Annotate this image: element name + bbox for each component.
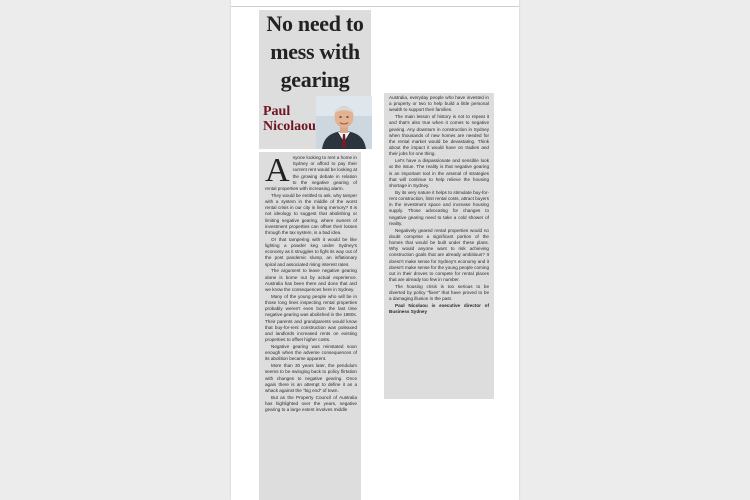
- body-paragraph: Australia, everyday people who have invested in a property or two to help build a little personal wealth to support their families.: [389, 95, 489, 113]
- article-headline: No need to mess with gearing: [266, 11, 364, 92]
- headline-panel: [259, 10, 371, 96]
- newspaper-page: [231, 0, 519, 500]
- drop-cap: A: [265, 152, 290, 189]
- lead-text: nyone looking to rent a home in Sydney or afford to pay their current rent would be looking at the growing debate in relation to the negative gearing of rental properties with increasing alarm.: [265, 155, 357, 192]
- body-paragraph: But as the Property Council of Australia has highlighted over the years, negative gearing to a large extent involves middle: [265, 394, 357, 413]
- body-paragraph: Negatively geared rental properties would no doubt comprise a significant portion of the homes that would be built under these plans. Why would anyone want to risk achieving construction goals that are already ambitious? It doesn't make sense for Sydney's economy and it doesn't make sense for the young people coming out in their droves to compete for rental places that are already too few in number.: [389, 227, 489, 283]
- body-paragraph: Or that tampering with it would be like lighting a powder keg under Sydney's economy as it struggles to fight its way out of the post pandemic slump, an inflationary spiral and associated rising interest rates.: [265, 236, 357, 267]
- author-photo: [316, 96, 372, 149]
- body-paragraph: The main lesson of history is not to repeat it and that's also true when it comes to negative gearing. Any downturn in construction in Sydney when thousands of new homes are needed for the rental market would be devastating. Think about the impact it would have on tradies and their jobs for one thing.: [389, 114, 489, 157]
- page-top-rule: [231, 6, 519, 7]
- author-name: Paul Nicolaou: [263, 104, 316, 134]
- author-signoff: Paul Nicolaou is executive director of Business Sydney: [389, 303, 489, 315]
- body-paragraph: Let's have a dispassionate and sensible look at the issue. The reality is that negative gearing is an important tool in the arsenal of strategies that will continue to help relieve the housing shortage in Sydney.: [389, 158, 489, 189]
- body-paragraph: The housing crisis is too serious to be diverted by policy "fixes" that have proved to be a damaging illusion in the past.: [389, 284, 489, 302]
- body-paragraph: Negative gearing was reinstated soon enough when the adverse consequences of its abolition became apparent.: [265, 344, 357, 362]
- body-paragraph: By its very nature it helps to stimulate buy-for-rent construction, limit rental costs, attract buyers in the investment space and increase housing supply. Those advocating for changes to negative gearing need to take a cold shower of reality.: [389, 189, 489, 226]
- lead-paragraph: [265, 152, 357, 192]
- body-paragraph: Many of the young people who will be in those long lines inspecting rental properties probably weren't even born the last time negative gearing was abolished in the 1980s. Their parents and grandparents would know that buy-for-rent construction was poleaxed and landlords increased rents on existing properties to offset higher costs.: [265, 293, 357, 343]
- author-portrait-image: [316, 96, 372, 149]
- body-paragraph: More than 30 years later, the pendulum seems to be swinging back to policy flirtation with changes to negative gearing. Once again there is an attempt to define it as a whack against the "big end" of town.: [265, 363, 357, 394]
- article-column-right: [384, 93, 494, 399]
- body-paragraph: They would be entitled to ask, why tamper with a system in the middle of the worst rental crisis in our city in living memory? It is not ideology to suggest that abolishing or limiting negative gearing, where owners of investment properties can offset their losses through the tax system, is a bad idea.: [265, 192, 357, 236]
- article-column-left: [259, 152, 361, 500]
- body-paragraph: The argument to leave negative gearing alone is borne out by actual experience. Australia has been there and done that and we know the consequences here in Sydney.: [265, 268, 357, 293]
